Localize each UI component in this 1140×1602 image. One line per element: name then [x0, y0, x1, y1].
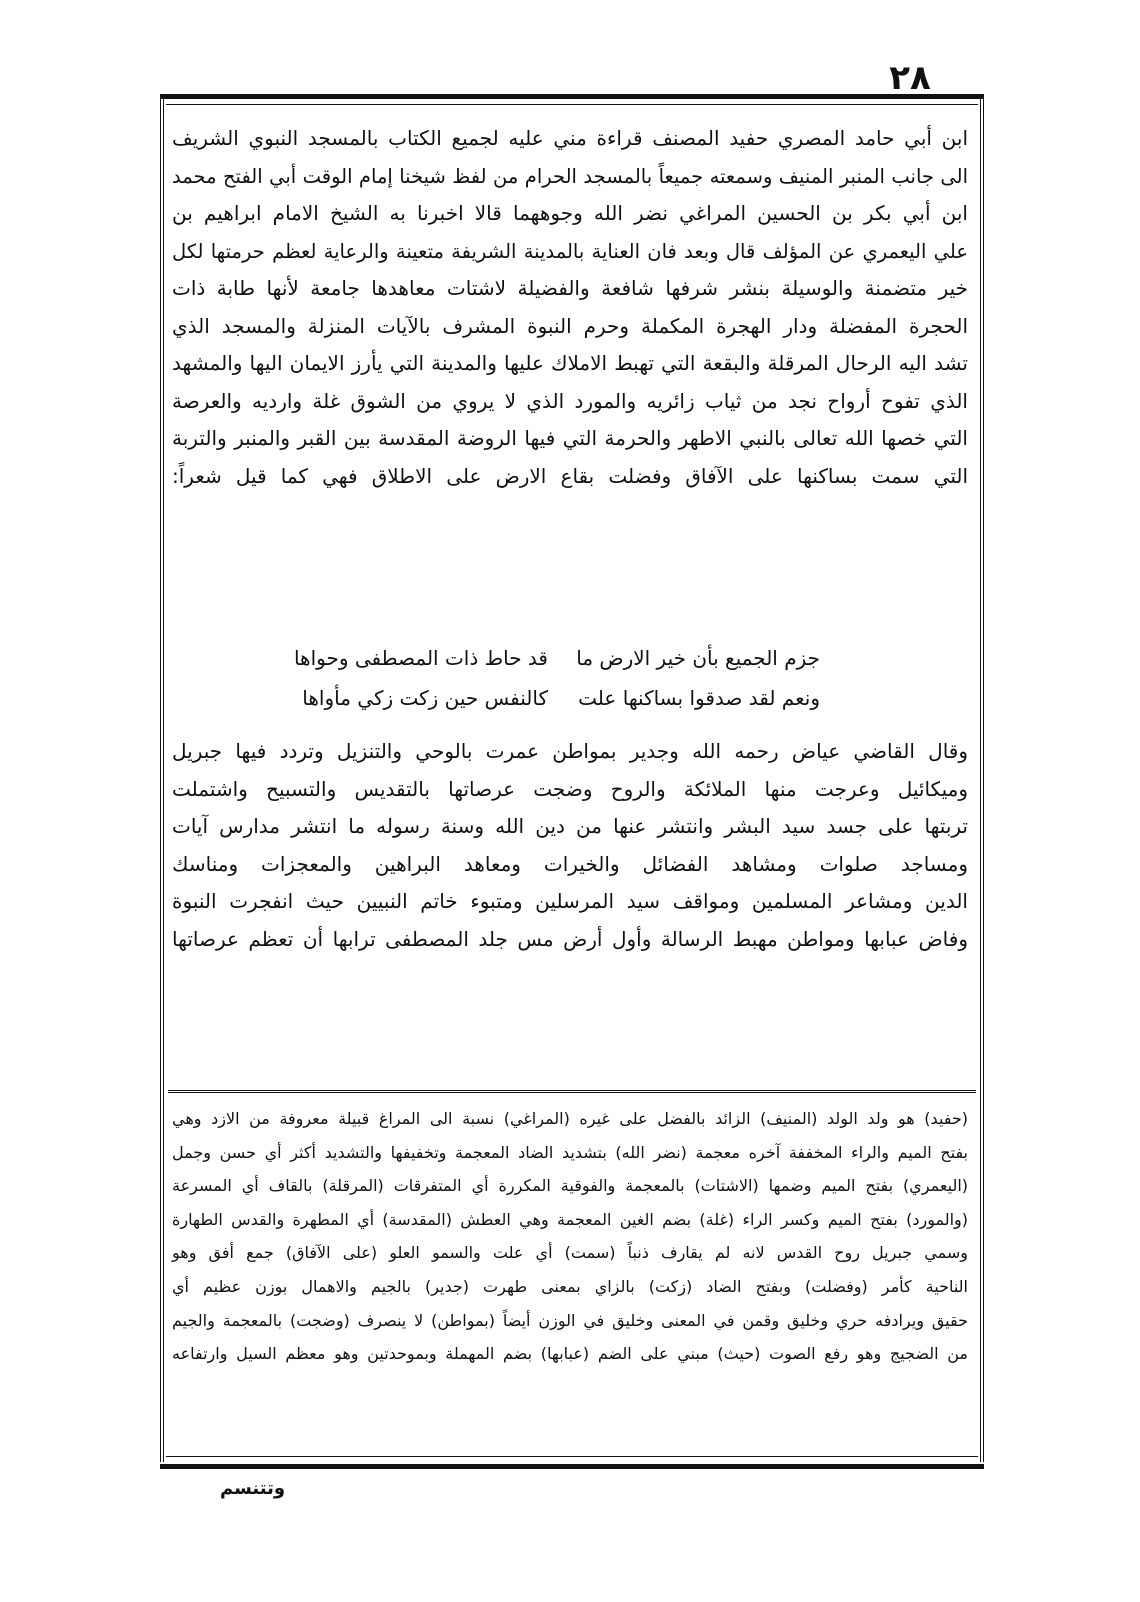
note-line: من الضجيج وهو رفع الصوت (حيث) مبني على الضم (عبابها) بضم المهملة وبموحدتين وهو معظم السيل وارتفاعه — [172, 1344, 968, 1364]
verse-hemistich: قد حاط ذات المصطفى وحواها — [293, 646, 548, 670]
text-line: خير متضمنة والوسيلة بنشر شرفها شافعة والفضيلة لاشتات معاهدها جامعة لأنها طابة ذات — [172, 276, 968, 300]
verse-hemistich: كالنفس حين زكت زكي مأواها — [302, 686, 548, 710]
verse-line — [172, 638, 968, 678]
text-line: وقال القاضي عياض رحمه الله وجدير بمواطن عمرت بالوحي والتنزيل وتردد فيها جبريل — [172, 739, 968, 763]
text-line: تربتها على جسد سيد البشر وانتشر عنها من دين الله وسنة رسوله ما انتشر مدارس آيات — [172, 814, 968, 838]
text-line: علي اليعمري عن المؤلف قال وبعد فان العناية بالمدينة الشريفة متعينة والرعاية لعظم حرمتها لكل — [172, 239, 968, 263]
note-line: (والمورد) بفتح الميم وكسر الراء (غلة) بضم الغين المعجمة وهي العطش (المقدسة) أي المطهرة والقدس الطهارة — [172, 1209, 968, 1229]
note-line: وسمي جبريل روح القدس لانه لم يقارف ذنباً (سمت) أي علت والسمو العلو (على الآفاق) جمع أفق وهو — [172, 1243, 968, 1263]
page-number: ٢٨ — [889, 58, 931, 98]
catchword: وتتنسم — [220, 1478, 286, 1499]
note-line: بفتح الميم والراء المخففة آخره معجمة (نضر الله) بتشديد الضاد المعجمة وتخفيفها والتشديد أكثر أي حسن وجمل — [172, 1142, 968, 1162]
main-text-continued — [172, 733, 968, 958]
note-line: حقيق ويرادفه حري وخليق وقمن في المعنى وخليق في الوزن أيضاً (بمواطن) لا ينصرف (وضجت) بالمعجمة والجيم — [172, 1310, 968, 1330]
bottom-rule-thin — [166, 1456, 978, 1457]
note-line: (اليعمري) بفتح الميم وضمها (الاشتات) بالمعجمة والفوقية المكررة أي المتفرقات (المرقلة) بالقاف أي المسرعة — [172, 1176, 968, 1196]
footnotes — [172, 1102, 968, 1371]
note-line: الناحية كأمر (وفضلت) وبفتح الضاد (زكت) بالزاي بمعنى طهرت (جدير) بالجيم والاهمال بوزن عظيم أي — [172, 1276, 968, 1296]
verse-hemistich: ونعم لقد صدقوا بساكنها علت — [578, 686, 820, 710]
footnote-separator — [168, 1090, 976, 1093]
verse-line — [172, 678, 968, 718]
text-line: تشد اليه الرحال المرقلة والبقعة التي تهبط الاملاك عليها والمدينة التي يأرز الايمان اليها والمشهد — [172, 351, 968, 375]
text-line: التي خصها الله تعالى بالنبي الاطهر والحرمة التي فيها الروضة المقدسة بين القبر والمنبر والتربة — [172, 426, 968, 450]
text-line: الذي تفوح أرواح نجد من ثياب زائريه والمورد الذي لا يروي من الشوق غلة وارديه والعرصة — [172, 388, 968, 413]
main-text — [172, 120, 968, 495]
text-line: الى جانب المنبر المنيف وسمعته جميعاً بالمسجد الحرام من لفظ شيخنا إمام الوقت أبي الفتح محمد — [172, 164, 968, 188]
verse-block — [172, 498, 968, 710]
text-line: ابن أبي حامد المصري حفيد المصنف قراءة مني عليه لجميع الكتاب بالمسجد النبوي الشريف — [172, 126, 968, 150]
text-line: ومساجد صلوات ومشاهد الفضائل والخيرات ومعاهد البراهين والمعجزات ومناسك — [172, 851, 968, 876]
note-line: (حفيد) هو ولد الولد (المنيف) الزائد بالفضل على غيره (المراغي) نسبة الى المراغ قبيلة معروفة من الازد وهي — [172, 1109, 968, 1128]
text-line: وميكائيل وعرجت منها الملائكة والروح وضجت عرصاتها بالتقديس والتسبيح واشتملت — [172, 776, 968, 801]
bottom-rule — [160, 1464, 984, 1469]
text-line: ابن أبي بكر بن الحسين المراغي نضر الله وجوههما قالا اخبرنا به الشيخ الامام ابراهيم بن — [172, 201, 968, 225]
text-line: التي سمت بساكنها على الآفاق وفضلت بقاع الارض على الاطلاق فهي كما قيل شعراً: — [172, 463, 968, 488]
text-line: الحجرة المفضلة ودار الهجرة المكملة وحرم النبوة المشرف بالآيات المنزلة والمسجد الذي — [172, 313, 968, 338]
verse-hemistich: جزم الجميع بأن خير الارض ما — [576, 646, 820, 670]
text-line: وفاض عبابها ومواطن مهبط الرسالة وأول أرض مس جلد المصطفى ترابها أن تعظم عرصاتها — [172, 926, 968, 951]
text-line: الدين ومشاعر المسلمين ومواقف سيد المرسلين ومتبوء خاتم النبيين حيث انفجرت النبوة — [172, 889, 968, 913]
